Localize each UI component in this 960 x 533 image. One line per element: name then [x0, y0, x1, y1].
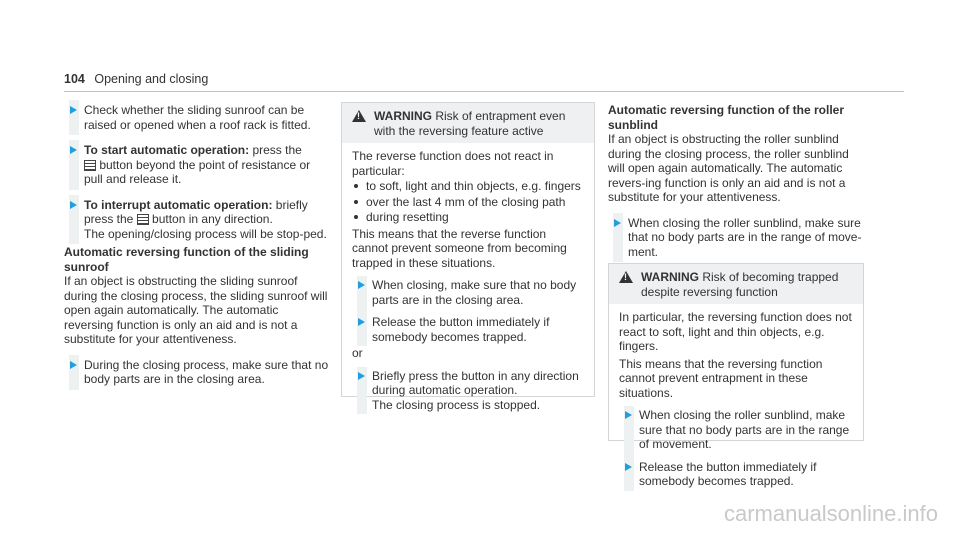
step-arrow-icon: [70, 361, 77, 369]
header-rule: [64, 91, 904, 92]
step-item: [372, 369, 584, 413]
warning-title: Risk of entrapment even with the reversing feature active: [374, 109, 566, 138]
step-list: [352, 278, 584, 344]
step-arrow-icon: [614, 219, 621, 227]
step-text: The opening/closing process will be stop-ped.: [84, 226, 327, 241]
step-list: [352, 369, 584, 413]
step-arrow-icon: [70, 106, 77, 114]
step-sunblind-closing: [608, 216, 866, 260]
step-arrow-icon: [70, 146, 77, 154]
step-text: Briefly press the button in any direction during automatic operation.: [372, 368, 579, 397]
warning-body: [609, 304, 863, 499]
paragraph: This means that the reverse function cannot prevent someone from becoming trapped in these situations.: [352, 226, 567, 270]
step-text: button beyond the point of resistance or pull and release it.: [84, 157, 311, 186]
step-arrow-icon: [358, 281, 365, 289]
step-check-rack: [64, 103, 330, 132]
page-header: [64, 72, 208, 86]
step-text: Release the button immediately if somebody becomes trapped.: [639, 459, 817, 488]
step-text: When closing the roller sunblind, make sure that no body parts are in the range of movement.: [639, 408, 850, 451]
or-text: or: [352, 346, 363, 360]
step-start-auto: [64, 143, 330, 187]
paragraph: In particular, the reversing function does not react to soft, light and thin objects, e.g. fingers.: [619, 310, 852, 353]
bullet-item: over the last 4 mm of the closing path: [352, 195, 584, 210]
step-arrow-icon: [358, 372, 365, 380]
warning-header: [342, 103, 594, 143]
step-label: To start automatic operation:: [84, 143, 250, 157]
paragraph: The reverse function does not react in particular:: [352, 149, 554, 178]
step-interrupt-auto: [64, 198, 330, 242]
warning-label: WARNING: [374, 109, 432, 123]
column-1: [64, 103, 330, 387]
step-arrow-icon: [70, 201, 77, 209]
warning-label: WARNING: [641, 270, 699, 284]
bullet-item: to soft, light and thin objects, e.g. fingers: [352, 179, 584, 194]
warning-body: [342, 143, 594, 422]
page-number: 104: [64, 72, 85, 86]
step-text: briefly press the: [84, 197, 308, 226]
warning-triangle-icon: [352, 110, 366, 122]
step-closing-area: [64, 358, 330, 387]
step-text: When closing the roller sunblind, make sure that no body parts are in the range of move-ment.: [628, 215, 862, 259]
step-item: [372, 315, 584, 344]
section-heading: Automatic reversing function of the sliding sunroof: [64, 245, 309, 274]
step-item: [639, 408, 853, 452]
sunroof-button-icon: [84, 160, 96, 171]
step-arrow-icon: [358, 318, 365, 326]
step-text: During the closing process, make sure that no body parts are in the closing area.: [84, 357, 329, 386]
column-3: [608, 103, 866, 259]
step-text: press the: [249, 143, 302, 157]
step-arrow-icon: [625, 463, 632, 471]
section-heading: Automatic reversing function of the roller sunblind: [608, 103, 845, 132]
paragraph: This means that the reversing function cannot prevent entrapment in these situations.: [619, 356, 823, 400]
step-item: [372, 278, 584, 307]
warning-header: [609, 264, 863, 304]
step-text: Check whether the sliding sunroof can be raised or opened when a roof rack is fitted.: [84, 103, 311, 132]
step-list: [619, 408, 853, 489]
warning-triangle-icon: [619, 271, 633, 283]
warning-box-entrapment: [341, 102, 595, 412]
step-text: Release the button immediately if somebody becomes trapped.: [372, 315, 550, 344]
step-text: When closing, make sure that no body parts are in the closing area.: [372, 278, 577, 307]
warning-box-trapped: [608, 263, 864, 488]
paragraph: If an object is obstructing the roller sunblind during the closing process, the roller sunblind will open again automatically. The automatic revers-ing function is only an aid and is not a substitute for your attentiveness.: [608, 132, 849, 204]
watermark: carmanualsonline.info: [723, 501, 938, 526]
step-text: button in any direction.: [148, 212, 273, 226]
bullet-item: during resetting: [352, 210, 584, 225]
paragraph: If an object is obstructing the sliding sunroof during the closing process, the sliding sunroof will open again automatically. The automatic reversing function is only an aid and is not a substitute for your attentiveness.: [64, 274, 328, 346]
step-item: [639, 460, 853, 489]
step-text: The closing process is stopped.: [372, 397, 541, 412]
step-arrow-icon: [625, 411, 632, 419]
section-title: Opening and closing: [94, 72, 209, 86]
warning-title: Risk of becoming trapped despite reversing function: [641, 270, 839, 299]
step-label: To interrupt automatic operation:: [84, 197, 273, 212]
sunroof-button-icon: [137, 214, 149, 225]
